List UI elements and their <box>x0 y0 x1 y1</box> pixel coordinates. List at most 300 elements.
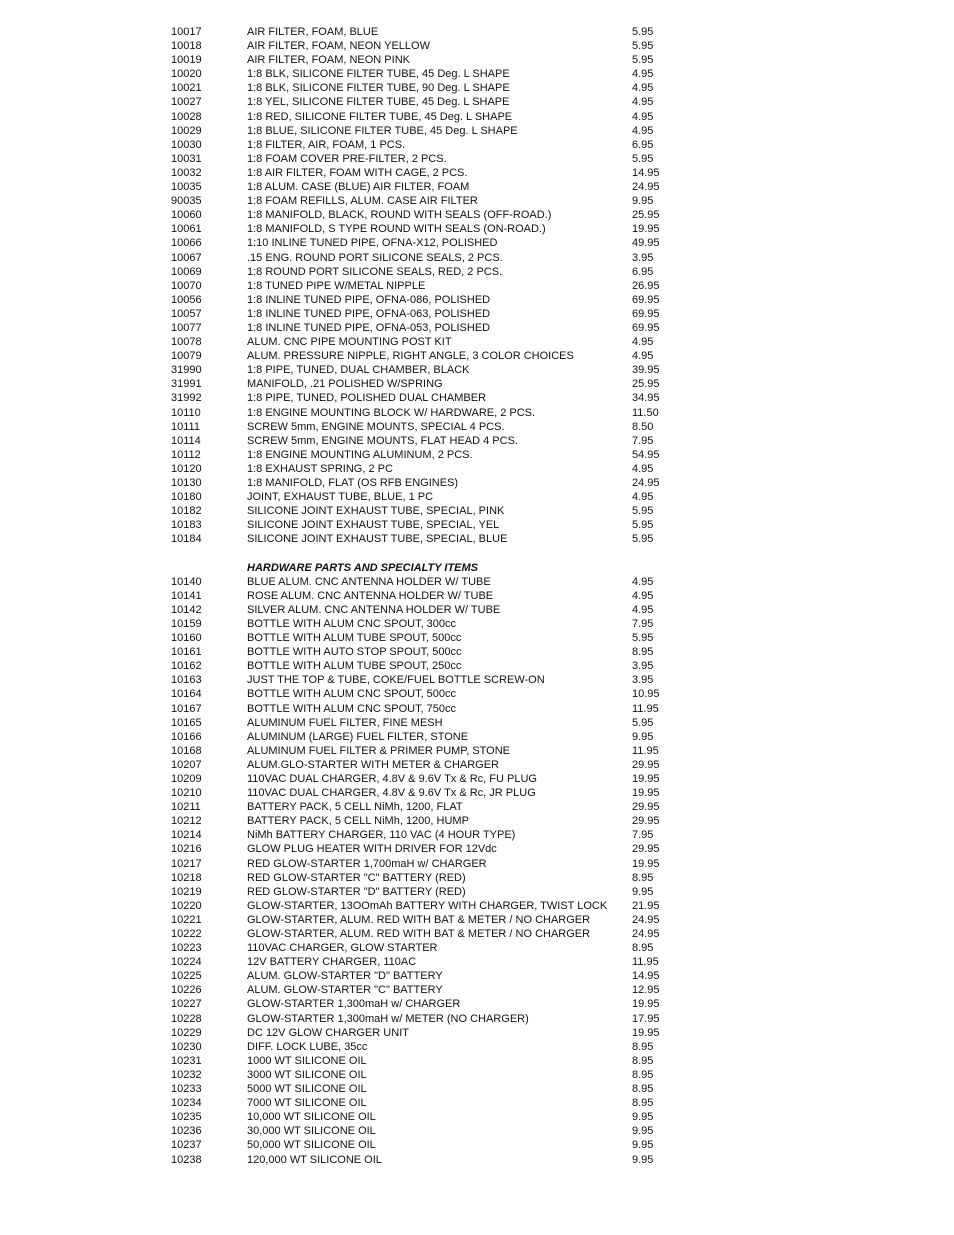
part-number: 10221 <box>171 913 202 926</box>
part-price: 4.95 <box>632 124 654 137</box>
part-description: 1:8 PIPE, TUNED, DUAL CHAMBER, BLACK <box>247 364 470 377</box>
price-list-row <box>0 349 954 363</box>
section-heading-row <box>0 561 954 575</box>
part-number: 10211 <box>171 801 201 814</box>
price-list-section-parts <box>0 25 954 546</box>
part-description: 10,000 WT SILICONE OIL <box>247 1111 376 1124</box>
price-list-row <box>0 687 954 701</box>
part-description: 1:8 MANIFOLD, BLACK, ROUND WITH SEALS (OFF-ROAD.) <box>247 209 552 222</box>
part-price: 7.95 <box>632 829 654 842</box>
part-description: SILICONE JOINT EXHAUST TUBE, SPECIAL, BLUE <box>247 533 508 546</box>
part-description: BLUE ALUM. CNC ANTENNA HOLDER W/ TUBE <box>247 575 491 588</box>
part-number: 10236 <box>171 1125 202 1138</box>
part-price: 8.95 <box>632 1083 654 1096</box>
part-description: 1:8 TUNED PIPE W/METAL NIPPLE <box>247 279 426 292</box>
price-list-row <box>0 166 954 180</box>
part-number: 10224 <box>171 956 202 969</box>
price-list-row <box>0 321 954 335</box>
part-price: 7.95 <box>632 617 654 630</box>
part-number: 10141 <box>171 589 202 602</box>
part-price: 29.95 <box>632 758 660 771</box>
part-price: 24.95 <box>632 928 660 940</box>
part-price: 3.95 <box>632 674 654 687</box>
price-list-row <box>0 927 954 941</box>
part-description: ALUM. PRESSURE NIPPLE, RIGHT ANGLE, 3 COLOR CHOICES <box>247 350 574 363</box>
part-description: 1:8 ROUND PORT SILICONE SEALS, RED, 2 PCS. <box>247 265 503 278</box>
price-list-row <box>0 941 954 955</box>
part-price: 19.95 <box>632 223 660 236</box>
price-list-row <box>0 828 954 842</box>
part-price: 26.95 <box>632 279 660 292</box>
part-number: 10111 <box>171 420 200 433</box>
part-price: 4.95 <box>632 96 654 109</box>
part-number: 31991 <box>171 378 202 391</box>
price-list-row <box>0 391 954 405</box>
price-list-row <box>0 913 954 927</box>
part-number: 31990 <box>171 364 202 377</box>
part-price: 19.95 <box>632 772 660 785</box>
part-price: 69.95 <box>632 321 660 334</box>
part-number: 10216 <box>171 843 202 856</box>
part-price: 8.95 <box>632 1040 654 1053</box>
price-list-row <box>0 110 954 124</box>
price-list-row <box>0 293 954 307</box>
part-description: 7000 WT SILICONE OIL <box>247 1097 367 1110</box>
part-price: 25.95 <box>632 209 660 222</box>
part-price: 24.95 <box>632 477 660 489</box>
price-list-row <box>0 222 954 236</box>
price-list-row <box>0 631 954 645</box>
part-number: 10234 <box>171 1097 202 1110</box>
part-number: 10018 <box>171 40 202 53</box>
part-description: ALUM. CNC PIPE MOUNTING POST KIT <box>247 336 452 349</box>
section-spacer <box>0 546 954 560</box>
part-description: 1:8 EXHAUST SPRING, 2 PC <box>247 462 393 475</box>
part-description: GLOW-STARTER, ALUM. RED WITH BAT & METER / NO CHARGER <box>247 913 591 926</box>
price-list-row <box>0 1096 954 1110</box>
part-number: 10229 <box>171 1026 202 1039</box>
price-list-row <box>0 138 954 152</box>
part-description: JOINT, EXHAUST TUBE, BLUE, 1 PC <box>247 491 434 504</box>
part-number: 31992 <box>171 392 202 405</box>
section-heading: HARDWARE PARTS AND SPECIALTY ITEMS <box>247 561 479 574</box>
part-description: 120,000 WT SILICONE OIL <box>247 1153 382 1166</box>
part-number: 10210 <box>171 787 202 800</box>
part-number: 10078 <box>171 336 202 349</box>
price-list-row <box>0 152 954 166</box>
part-description: .15 ENG. ROUND PORT SILICONE SEALS, 2 PCS. <box>247 251 503 264</box>
part-description: BOTTLE WITH ALUM TUBE SPOUT, 500cc <box>247 632 462 645</box>
part-price: 11.95 <box>632 744 659 757</box>
part-description: 1:8 FOAM REFILLS, ALUM. CASE AIR FILTER <box>247 195 478 208</box>
part-price: 6.95 <box>632 265 654 278</box>
part-price: 8.50 <box>632 420 654 433</box>
price-list-section-hardware <box>0 575 954 1167</box>
price-list-row <box>0 363 954 377</box>
price-list-row <box>0 251 954 265</box>
price-list-row <box>0 800 954 814</box>
part-number: 10035 <box>171 181 202 194</box>
part-number: 10060 <box>171 209 202 222</box>
part-price: 4.95 <box>632 68 654 81</box>
price-list-row <box>0 1068 954 1082</box>
part-number: 10219 <box>171 885 202 898</box>
price-list-row <box>0 645 954 659</box>
part-description: 1:8 INLINE TUNED PIPE, OFNA-063, POLISHED <box>247 307 491 320</box>
part-price: 49.95 <box>632 237 660 250</box>
price-list-row <box>0 871 954 885</box>
part-number: 10056 <box>171 293 202 306</box>
price-list-row <box>0 448 954 462</box>
price-list-row <box>0 406 954 420</box>
part-price: 4.95 <box>632 110 654 123</box>
part-description: 1:8 FILTER, AIR, FOAM, 1 PCS. <box>247 138 406 151</box>
part-number: 10061 <box>171 223 202 236</box>
part-price: 4.95 <box>632 603 654 616</box>
price-list-row <box>0 307 954 321</box>
part-description: ALUM. GLOW-STARTER "D" BATTERY <box>247 970 443 983</box>
part-price: 12.95 <box>632 984 660 997</box>
part-description: BOTTLE WITH ALUM CNC SPOUT, 750cc <box>247 702 457 715</box>
part-number: 10228 <box>171 1012 202 1025</box>
part-description: JUST THE TOP & TUBE, COKE/FUEL BOTTLE SCREW-ON <box>247 674 545 687</box>
part-number: 10032 <box>171 166 202 179</box>
part-description: SCREW 5mm, ENGINE MOUNTS, SPECIAL 4 PCS. <box>247 420 505 433</box>
part-number: 10017 <box>171 26 202 38</box>
part-number: 10168 <box>171 744 202 757</box>
part-description: BATTERY PACK, 5 CELL NiMh, 1200, FLAT <box>247 801 463 814</box>
price-list-row <box>0 772 954 786</box>
part-description: RED GLOW-STARTER 1,700maH w/ CHARGER <box>247 857 487 870</box>
part-number: 10233 <box>171 1083 202 1096</box>
part-number: 10019 <box>171 54 202 67</box>
price-list-row <box>0 1153 954 1167</box>
part-description: 1:8 INLINE TUNED PIPE, OFNA-053, POLISHED <box>247 321 491 334</box>
part-price: 5.95 <box>632 26 654 38</box>
price-list-row <box>0 603 954 617</box>
part-number: 90035 <box>171 195 202 208</box>
part-description: BATTERY PACK, 5 CELL NiMh, 1200, HUMP <box>247 815 469 828</box>
part-description: SCREW 5mm, ENGINE MOUNTS, FLAT HEAD 4 PCS. <box>247 434 518 447</box>
price-list-row <box>0 462 954 476</box>
part-number: 10031 <box>171 152 202 165</box>
part-description: GLOW-STARTER 1,300maH w/ CHARGER <box>247 998 461 1011</box>
part-description: 1:8 YEL, SILICONE FILTER TUBE, 45 Deg. L SHAPE <box>247 96 510 109</box>
price-list-row <box>0 490 954 504</box>
part-price: 11.50 <box>632 406 659 419</box>
part-price: 29.95 <box>632 815 660 828</box>
part-description: BOTTLE WITH ALUM CNC SPOUT, 300cc <box>247 617 457 630</box>
price-list-row <box>0 786 954 800</box>
part-price: 29.95 <box>632 801 660 814</box>
part-description: 110VAC DUAL CHARGER, 4.8V & 9.6V Tx & Rc, FU PLUG <box>247 772 537 785</box>
price-list-row <box>0 673 954 687</box>
part-description: 1:8 ENGINE MOUNTING ALUMINUM, 2 PCS. <box>247 448 473 461</box>
part-number: 10165 <box>171 716 202 729</box>
price-list-row <box>0 702 954 716</box>
part-price: 5.95 <box>632 152 654 165</box>
part-price: 8.95 <box>632 1054 654 1067</box>
part-number: 10222 <box>171 928 202 940</box>
part-description: 1:8 BLK, SILICONE FILTER TUBE, 45 Deg. L SHAPE <box>247 68 510 81</box>
part-price: 21.95 <box>632 899 660 912</box>
part-number: 10164 <box>171 688 202 701</box>
part-price: 19.95 <box>632 998 660 1011</box>
part-price: 19.95 <box>632 1026 660 1039</box>
part-price: 4.95 <box>632 82 654 95</box>
part-number: 10167 <box>171 702 202 715</box>
price-list-row <box>0 983 954 997</box>
price-list-row <box>0 335 954 349</box>
price-list-row <box>0 194 954 208</box>
part-price: 4.95 <box>632 462 654 475</box>
part-price: 29.95 <box>632 843 660 856</box>
part-description: 30,000 WT SILICONE OIL <box>247 1125 376 1138</box>
part-number: 10160 <box>171 632 202 645</box>
part-number: 10079 <box>171 350 202 363</box>
part-number: 10161 <box>171 646 202 659</box>
part-price: 24.95 <box>632 181 660 194</box>
part-number: 10077 <box>171 321 202 334</box>
price-list-row <box>0 885 954 899</box>
price-list-row <box>0 377 954 391</box>
price-list-row <box>0 814 954 828</box>
price-list-row <box>0 25 954 39</box>
part-number: 10223 <box>171 942 202 955</box>
part-description: SILVER ALUM. CNC ANTENNA HOLDER W/ TUBE <box>247 603 501 616</box>
price-list-row <box>0 53 954 67</box>
part-price: 17.95 <box>632 1012 660 1025</box>
part-price: 8.95 <box>632 1068 654 1081</box>
price-list-row <box>0 1054 954 1068</box>
part-description: 1:8 PIPE, TUNED, POLISHED DUAL CHAMBER <box>247 392 487 405</box>
part-description: RED GLOW-STARTER "C" BATTERY (RED) <box>247 871 466 884</box>
part-description: BOTTLE WITH AUTO STOP SPOUT, 500cc <box>247 646 462 659</box>
part-number: 10235 <box>171 1111 202 1124</box>
price-list-row <box>0 1110 954 1124</box>
part-number: 10114 <box>171 434 201 447</box>
price-list-row <box>0 1026 954 1040</box>
part-price: 14.95 <box>632 166 660 179</box>
part-number: 10130 <box>171 477 202 489</box>
price-list-row <box>0 955 954 969</box>
price-list-row <box>0 659 954 673</box>
part-price: 3.95 <box>632 251 654 264</box>
part-number: 10182 <box>171 505 202 518</box>
part-price: 5.95 <box>632 632 654 645</box>
part-number: 10184 <box>171 533 202 546</box>
part-number: 10226 <box>171 984 202 997</box>
part-price: 8.95 <box>632 646 654 659</box>
price-list-row <box>0 730 954 744</box>
part-price: 25.95 <box>632 378 660 391</box>
part-number: 10069 <box>171 265 202 278</box>
price-list-row <box>0 279 954 293</box>
price-list-row <box>0 1082 954 1096</box>
part-price: 5.95 <box>632 40 654 53</box>
part-description: ALUMINUM FUEL FILTER & PRIMER PUMP, STONE <box>247 744 511 757</box>
part-price: 5.95 <box>632 54 654 67</box>
part-description: 1:8 RED, SILICONE FILTER TUBE, 45 Deg. L SHAPE <box>247 110 513 123</box>
price-list-row <box>0 504 954 518</box>
price-list-row <box>0 265 954 279</box>
part-number: 10029 <box>171 124 202 137</box>
part-price: 5.95 <box>632 533 654 546</box>
part-description: AIR FILTER, FOAM, BLUE <box>247 26 379 38</box>
part-price: 8.95 <box>632 1097 654 1110</box>
part-number: 10027 <box>171 96 202 109</box>
price-list-row <box>0 39 954 53</box>
part-description: ROSE ALUM. CNC ANTENNA HOLDER W/ TUBE <box>247 589 494 602</box>
part-price: 9.95 <box>632 1111 654 1124</box>
part-number: 10021 <box>171 82 202 95</box>
part-number: 10212 <box>171 815 202 828</box>
part-price: 9.95 <box>632 1125 654 1138</box>
price-list-row <box>0 1040 954 1054</box>
part-number: 10227 <box>171 998 202 1011</box>
price-list-row <box>0 716 954 730</box>
part-description: 1:8 FOAM COVER PRE-FILTER, 2 PCS. <box>247 152 447 165</box>
part-description: BOTTLE WITH ALUM TUBE SPOUT, 250cc <box>247 660 462 673</box>
price-list-row <box>0 236 954 250</box>
part-price: 19.95 <box>632 857 660 870</box>
part-price: 4.95 <box>632 350 654 363</box>
part-price: 4.95 <box>632 575 654 588</box>
part-description: 1:10 INLINE TUNED PIPE, OFNA-X12, POLISHED <box>247 237 498 250</box>
price-list-row <box>0 434 954 448</box>
part-price: 10.95 <box>632 688 660 701</box>
price-list <box>0 25 954 1167</box>
part-description: 1:8 ALUM. CASE (BLUE) AIR FILTER, FOAM <box>247 181 470 194</box>
part-price: 39.95 <box>632 364 660 377</box>
part-description: 3000 WT SILICONE OIL <box>247 1068 367 1081</box>
part-description: GLOW-STARTER, 13OOmAh BATTERY WITH CHARGER, TWIST LOCK <box>247 899 608 912</box>
part-number: 10057 <box>171 307 202 320</box>
part-number: 10028 <box>171 110 202 123</box>
part-number: 10238 <box>171 1153 202 1166</box>
part-description: 110VAC CHARGER, GLOW STARTER <box>247 942 438 955</box>
part-number: 10214 <box>171 829 202 842</box>
part-price: 34.95 <box>632 392 660 405</box>
part-price: 7.95 <box>632 434 654 447</box>
part-number: 10020 <box>171 68 202 81</box>
part-number: 10162 <box>171 660 202 673</box>
price-list-row <box>0 589 954 603</box>
part-description: ALUM.GLO-STARTER WITH METER & CHARGER <box>247 758 500 771</box>
part-number: 10163 <box>171 674 202 687</box>
price-list-row <box>0 81 954 95</box>
part-description: DC 12V GLOW CHARGER UNIT <box>247 1026 409 1039</box>
part-description: 110VAC DUAL CHARGER, 4.8V & 9.6V Tx & Rc, JR PLUG <box>247 787 536 800</box>
part-number: 10183 <box>171 519 202 532</box>
part-price: 9.95 <box>632 730 654 743</box>
part-price: 19.95 <box>632 787 660 800</box>
part-number: 10237 <box>171 1139 202 1152</box>
part-description: 1:8 MANIFOLD, FLAT (OS RFB ENGINES) <box>247 477 459 489</box>
part-number: 10166 <box>171 730 202 743</box>
part-number: 10207 <box>171 758 202 771</box>
part-number: 10218 <box>171 871 202 884</box>
part-description: 1:8 INLINE TUNED PIPE, OFNA-086, POLISHED <box>247 293 491 306</box>
part-price: 9.95 <box>632 1139 654 1152</box>
part-number: 10030 <box>171 138 202 151</box>
part-price: 69.95 <box>632 307 660 320</box>
price-list-row <box>0 1012 954 1026</box>
price-list-row <box>0 969 954 983</box>
price-list-row <box>0 476 954 490</box>
part-description: 1:8 ENGINE MOUNTING BLOCK W/ HARDWARE, 2 PCS. <box>247 406 536 419</box>
part-number: 10225 <box>171 970 202 983</box>
part-number: 10066 <box>171 237 202 250</box>
part-price: 24.95 <box>632 913 660 926</box>
part-number: 10220 <box>171 899 202 912</box>
part-price: 9.95 <box>632 1153 654 1166</box>
price-list-row <box>0 67 954 81</box>
part-price: 11.95 <box>632 956 659 969</box>
part-price: 6.95 <box>632 138 654 151</box>
part-description: NiMh BATTERY CHARGER, 110 VAC (4 HOUR TYPE) <box>247 829 516 842</box>
price-list-row <box>0 208 954 222</box>
part-price: 14.95 <box>632 970 660 983</box>
part-number: 10142 <box>171 603 202 616</box>
price-list-row <box>0 744 954 758</box>
part-number: 10217 <box>171 857 202 870</box>
part-number: 10140 <box>171 575 202 588</box>
part-description: AIR FILTER, FOAM, NEON YELLOW <box>247 40 430 53</box>
part-number: 10120 <box>171 462 202 475</box>
part-description: GLOW-STARTER, ALUM. RED WITH BAT & METER / NO CHARGER <box>247 928 591 940</box>
part-price: 5.95 <box>632 505 654 518</box>
part-description: 1:8 BLK, SILICONE FILTER TUBE, 90 Deg. L SHAPE <box>247 82 510 95</box>
part-description: GLOW-STARTER 1,300maH w/ METER (NO CHARGER) <box>247 1012 529 1025</box>
part-price: 54.95 <box>632 448 660 461</box>
part-price: 69.95 <box>632 293 660 306</box>
price-list-row <box>0 1124 954 1138</box>
part-price: 9.95 <box>632 195 654 208</box>
part-description: DIFF. LOCK LUBE, 35cc <box>247 1040 368 1053</box>
part-description: 1000 WT SILICONE OIL <box>247 1054 367 1067</box>
part-description: RED GLOW-STARTER "D" BATTERY (RED) <box>247 885 466 898</box>
part-price: 11.95 <box>632 702 659 715</box>
part-description: AIR FILTER, FOAM, NEON PINK <box>247 54 410 67</box>
part-description: MANIFOLD, .21 POLISHED W/SPRING <box>247 378 443 391</box>
part-description: 1:8 MANIFOLD, S TYPE ROUND WITH SEALS (ON-ROAD.) <box>247 223 546 236</box>
part-number: 10230 <box>171 1040 202 1053</box>
part-price: 4.95 <box>632 336 654 349</box>
part-description: GLOW PLUG HEATER WITH DRIVER FOR 12Vdc <box>247 843 497 856</box>
part-description: BOTTLE WITH ALUM CNC SPOUT, 500cc <box>247 688 457 701</box>
part-description: SILICONE JOINT EXHAUST TUBE, SPECIAL, YEL <box>247 519 500 532</box>
part-description: 1:8 BLUE, SILICONE FILTER TUBE, 45 Deg. L SHAPE <box>247 124 518 137</box>
part-description: ALUMINUM FUEL FILTER, FINE MESH <box>247 716 443 729</box>
part-number: 10231 <box>171 1054 202 1067</box>
part-price: 3.95 <box>632 660 654 673</box>
price-list-row <box>0 518 954 532</box>
price-list-row <box>0 617 954 631</box>
part-description: SILICONE JOINT EXHAUST TUBE, SPECIAL, PINK <box>247 505 505 518</box>
price-list-row <box>0 532 954 546</box>
price-list-row <box>0 575 954 589</box>
part-number: 10067 <box>171 251 202 264</box>
part-price: 8.95 <box>632 871 654 884</box>
part-price: 8.95 <box>632 942 654 955</box>
part-number: 10180 <box>171 491 202 504</box>
part-price: 4.95 <box>632 589 654 602</box>
part-price: 4.95 <box>632 491 654 504</box>
price-list-row <box>0 758 954 772</box>
part-price: 5.95 <box>632 519 654 532</box>
price-list-row <box>0 899 954 913</box>
